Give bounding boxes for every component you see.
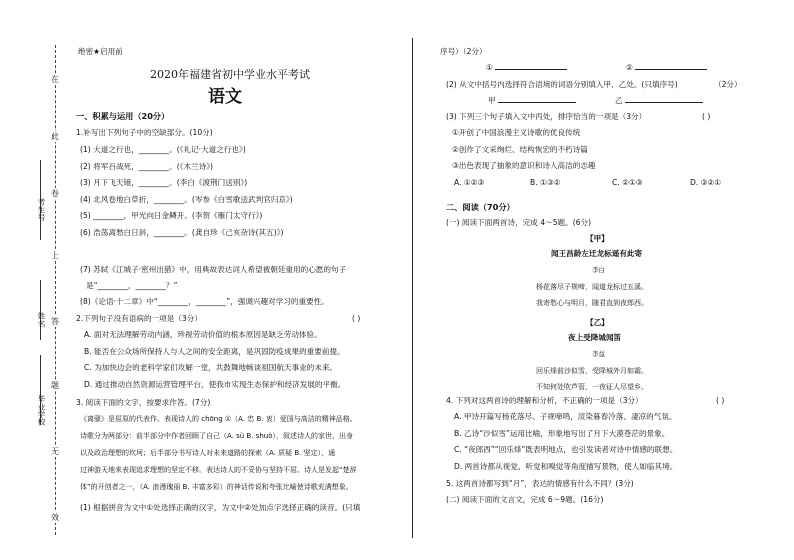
exam-title: 2020年福建省初中学业水平考试 xyxy=(150,68,310,81)
q2-option-1: A. 面对无法理解劳动内涵，珍视劳动价值的根本原因是缺乏劳动体验。 xyxy=(84,330,322,339)
q4-option-1: A. 甲诗开篇写杨花落尽、子规啼鸣，渲染暮春冷落、凄凉的气氛。 xyxy=(454,412,677,421)
q3-3-item-3: ③出色表现了抽象的意识和诗人高洁的志趣 xyxy=(452,161,596,170)
q2-option-4: D. 通过推动自然资源运营管理平台，使我市实现生态保护和经济发展的平衡。 xyxy=(84,379,346,389)
confidential-mark: 绝密★启用前 xyxy=(78,47,123,56)
q5-stem: 5. 这两首诗都写到“月”，表达的情感有什么不同？(3分) xyxy=(446,479,634,488)
poem-jia-title: 闻王昌龄左迁龙标遥有此寄 xyxy=(551,249,643,258)
field-school-label: 毕业学校 xyxy=(37,395,46,426)
seal-char-6: 题 xyxy=(51,381,59,390)
q3-3: (3) 下列三个句子填入文中丙处，排序恰当的一项是（3分） xyxy=(446,112,647,121)
blank-1-line[interactable] xyxy=(495,69,567,70)
blank-2-line[interactable] xyxy=(635,69,707,70)
seal-char-8: 效 xyxy=(51,513,59,522)
q4-stem: 4. 下列对这两首诗的理解和分析，不正确的一项是（3分） xyxy=(446,396,643,405)
poem-jia-author: 李白 xyxy=(592,266,605,274)
q1-stem: 1.补写出下列句子中的空缺部分。(10分) xyxy=(76,128,213,137)
q3-3-answer-paren: ( ) xyxy=(702,112,711,121)
blank-1 xyxy=(486,63,567,73)
poem-jia-line-2: 我寄愁心与明月，随君直到夜郎西。 xyxy=(536,299,648,307)
blank-jia-line[interactable] xyxy=(498,102,576,103)
q4-option-3: C. “夜郎西”“回乐烽”既表明地点，也引发读者对诗中情感的联想。 xyxy=(454,445,678,454)
seal-char-1: 在 xyxy=(51,75,59,84)
q4-answer-paren: ( ) xyxy=(716,396,725,405)
poem-jia-tag: 【甲】 xyxy=(586,234,609,243)
q2-option-2: B. 能否在公众场所保持人与人之间的安全距离，是巩固防疫成果的重要前提。 xyxy=(84,346,345,356)
blank-2 xyxy=(626,63,707,73)
q4-option-2: B. 乙诗“沙似雪”运用比喻，形象地写出了月下大漠苍茫的景象。 xyxy=(454,428,670,438)
field-name-label: 姓名 xyxy=(37,312,46,328)
blank-1-label: ① xyxy=(486,63,493,72)
q3-3-option-1: A. ①②③ xyxy=(454,178,485,187)
seal-char-2: 此 xyxy=(51,132,59,141)
q3-3-item-1: ①开创了中国浪漫主义诗歌的优良传统 xyxy=(452,128,581,137)
q3-3-option-3: C. ②①③ xyxy=(612,178,643,187)
seal-char-5: 答 xyxy=(51,317,59,326)
subject-title: 语文 xyxy=(208,87,242,107)
poem-yi-tag: 【乙】 xyxy=(586,318,609,327)
q3-3-item-2: ②创作了文采绚烂、结构恢宏的不朽诗篇 xyxy=(452,144,588,154)
poem-yi-title: 夜上受降城闻笛 xyxy=(568,333,622,342)
poem-yi-author: 李益 xyxy=(592,350,605,358)
q3-passage-line-2: 诗歌分为两部分：前半部分中作者回顾了自己（A. sù B. shuò），叙述诗人的家世、出身 xyxy=(80,432,353,440)
q2-stem: 2.下列句子没有语病的一项是（3分） xyxy=(76,314,202,323)
seal-char-7: 无 xyxy=(51,447,59,456)
q1-item-5: (5) ________，甲光向日金鳞开。(李贺《雁门太守行》) xyxy=(80,211,263,221)
blank-yi xyxy=(615,96,703,106)
q1-item-1: (1) 大道之行也，________。(《礼记·大道之行也》) xyxy=(80,145,246,154)
poem-yi-line-2: 不知何处吹芦管，一夜征人尽望乡。 xyxy=(536,383,648,391)
q3-2-score: （2分） xyxy=(714,80,742,89)
section-1-heading: 一、积累与运用（20分） xyxy=(76,111,170,121)
q1-item-3: (3) 月下飞天镜，________。(李白《渡荆门送别》) xyxy=(80,178,248,188)
q3-1-continued: 序号）（2分） xyxy=(440,47,487,56)
q3-passage-line-1: 《离骚》是屈原的代表作。表现诗人的 chōng ①（A. 忠 B. 衷）爱国与高洁的精神品格。 xyxy=(80,415,357,423)
seal-char-3: 卷 xyxy=(51,189,59,198)
blank-2-label: ② xyxy=(626,63,633,72)
q2-answer-paren: ( ) xyxy=(352,314,361,323)
q3-passage-line-3: 以及政治理想的坎坷；后半部分书写诗人对未来道路的探索（A. 质疑 B. 坚定），通 xyxy=(80,449,336,457)
poem-yi-line-1: 回乐烽前沙似雪，受降城外月如霜。 xyxy=(536,367,648,375)
q1-7-line2: 是“________，________？” xyxy=(86,281,178,290)
q3-passage-line-4: 过神游天地来表现追求理想的坚定不移。表达诗人的不妥协与坚持不屈。诗人是发起“楚辞 xyxy=(80,466,357,474)
q1-item-2: (2) 将军百战死，________。(《木兰诗》) xyxy=(80,161,213,171)
q1-item-6: (6) 浩荡离愁白日斜，________。(龚自珍《己亥杂诗(其五)》) xyxy=(80,228,284,237)
poem-jia-line-1: 杨花落尽子规啼，闻道龙标过五溪。 xyxy=(536,283,648,291)
column-divider xyxy=(412,38,413,538)
q3-stem: 3. 阅读下面的文字，按要求作答。(7分) xyxy=(76,398,211,407)
q1-8: (8)《论语·十二章》中“________，________”，强调兴趣对学习的重要性。 xyxy=(80,297,329,306)
field-line-name xyxy=(40,280,41,340)
reading-part-2: (二) 阅读下面的文言文，完成 6～9题。(16分) xyxy=(446,495,604,504)
blank-yi-label: 乙 xyxy=(615,96,623,105)
reading-part-1: (一) 阅读下面两首诗，完成 4～5题。(6分) xyxy=(446,218,592,227)
q4-option-4: D. 两首诗都从视觉、听觉和嗅觉等角度描写景物，使人如临其境。 xyxy=(454,461,678,471)
blank-jia-label: 甲 xyxy=(488,96,496,105)
q1-7-line1: (7) 苏轼《江城子·密州出猎》中，用典故表达词人希望被朝廷重用的心愿的句子 xyxy=(80,265,347,274)
seal-char-4: 上 xyxy=(51,251,59,260)
field-exam-id-label: 考生号 xyxy=(37,198,46,221)
q3-3-option-2: B. ①③② xyxy=(530,178,561,187)
q3-2: (2) 从文中括号内选择符合语境的词语分别填入甲、乙处。(只填序号) xyxy=(446,80,678,89)
section-2-heading: 二、阅读（70分） xyxy=(446,202,515,212)
q3-1: (1) 根据拼音为文中①处选择正确的汉字，为文中②处加点字选择正确的读音。(只填 xyxy=(80,503,361,512)
seal-line xyxy=(55,45,56,535)
blank-jia xyxy=(488,96,576,106)
q3-passage-line-5: 体”的开创者之一，（A. 浪漫瑰丽 B. 丰富多彩）的神话传说和夸张比喻使诗歌充满想象。 xyxy=(80,483,353,491)
q3-3-option-4: D. ③②① xyxy=(690,178,722,187)
q1-item-4: (4) 北风卷地白草折，________。(岑参《白雪歌送武判官归京》) xyxy=(80,194,293,204)
q2-option-3: C. 为加快边会的老科学家们攻解一堂，共鼓舞地畅谈祖国航天事业的未来。 xyxy=(84,363,338,373)
blank-yi-line[interactable] xyxy=(625,102,703,103)
